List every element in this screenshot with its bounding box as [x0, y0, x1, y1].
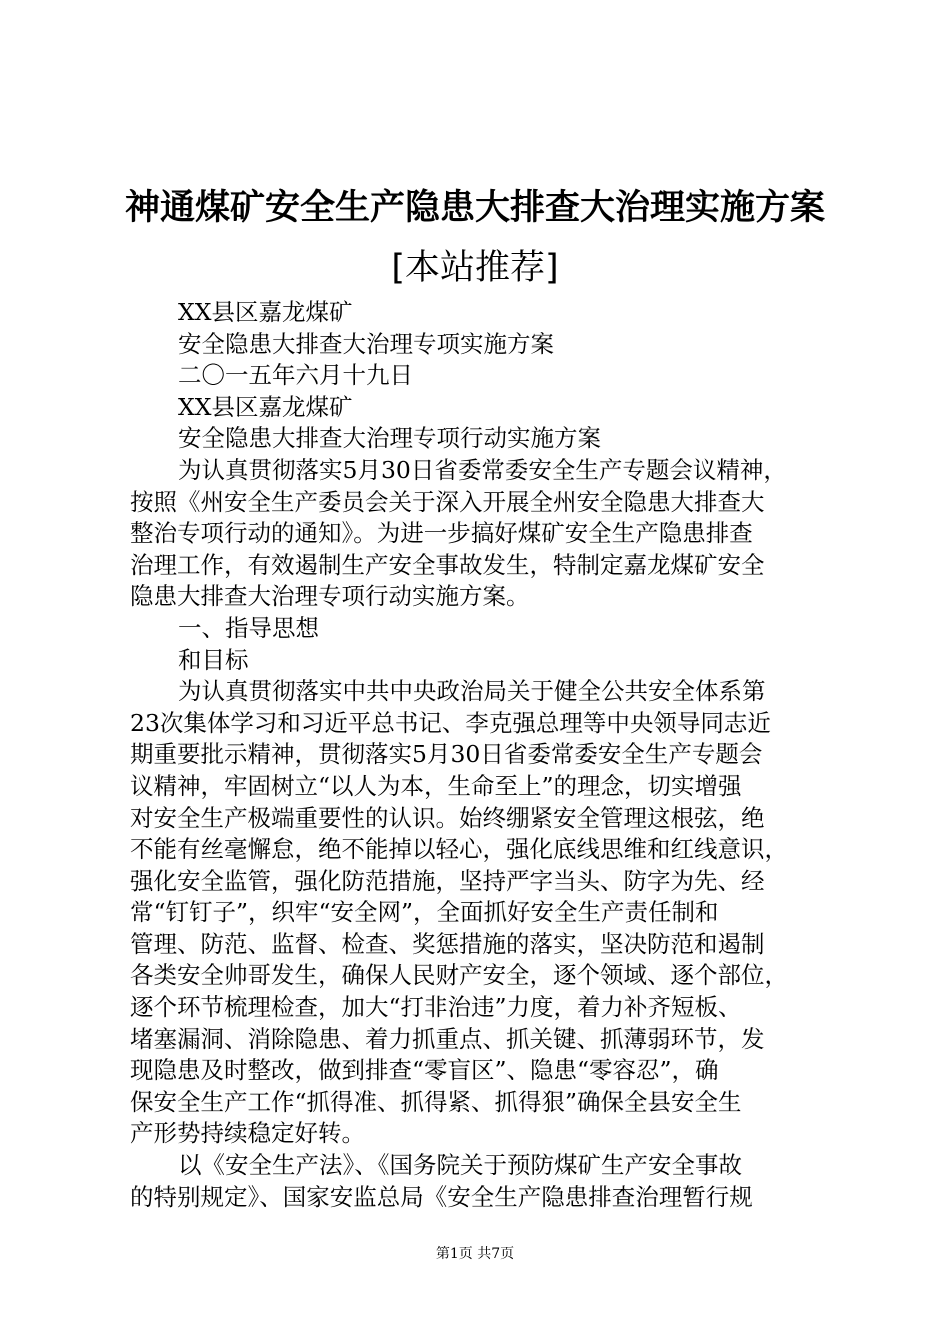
body-line: 议精神，牢固树立“以人为本，生命至上”的理念，切实增强 [130, 771, 742, 800]
body-line: 保安全生产工作“抓得准、抓得紧、抓得狠”确保全县安全生 [130, 1087, 742, 1116]
body-line: 整治专项行动的通知》。为进一步搞好煤矿安全生产隐患排查 [130, 519, 753, 548]
body-line: 逐个环节梳理检查，加大“打非治违”力度，着力补齐短板、 [130, 993, 742, 1022]
body-line: 23次集体学习和习近平总书记、李克强总理等中央领导同志近 [130, 708, 771, 737]
body-line: 堵塞漏洞、消除隐患、着力抓重点、抓关键、抓薄弱环节，发 [130, 1024, 765, 1053]
body-line: 安全隐患大排查大治理专项实施方案 [178, 329, 554, 358]
body-line: 以《安全生产法》、《国务院关于预防煤矿生产安全事故 [178, 1151, 742, 1180]
body-line: 期重要批示精神，贯彻落实5月30日省委常委安全生产专题会 [130, 740, 763, 769]
body-line: 管理、防范、监督、检查、奖惩措施的落实，坚决防范和遏制 [130, 929, 765, 958]
body-line: 一、指导思想 [178, 613, 319, 642]
document-title: 神通煤矿安全生产隐患大排查大治理实施方案 [124, 188, 825, 228]
body-line: XX县区嘉龙煤矿 [178, 298, 353, 326]
body-line: XX县区嘉龙煤矿 [178, 392, 353, 421]
body-line: 现隐患及时整改，做到排查“零盲区”、隐患“零容忍”，确 [130, 1056, 719, 1085]
body-line: 二〇一五年六月十九日 [178, 361, 413, 390]
body-line: 的特别规定》、国家安监总局《安全生产隐患排查治理暂行规 [130, 1182, 753, 1211]
document-title-suffix: [本站推荐] [391, 248, 559, 288]
page-footer: 第1页 共7页 [435, 1246, 515, 1262]
body-line: 各类安全帅哥发生，确保人民财产安全，逐个领域、逐个部位， [130, 961, 788, 990]
body-line: 强化安全监管，强化防范措施，坚持严字当头、防字为先、经 [130, 866, 765, 895]
body-line: 治理工作，有效遏制生产安全事故发生，特制定嘉龙煤矿安全 [130, 550, 765, 579]
document-body [130, 297, 830, 1213]
body-line: 常“钉钉子”，织牢“安全网”，全面抓好安全生产责任制和 [130, 898, 719, 927]
body-line: 安全隐患大排查大治理专项行动实施方案 [178, 424, 601, 453]
body-line: 和目标 [178, 645, 249, 674]
body-line: 产形势持续稳定好转。 [130, 1119, 365, 1148]
body-line: 隐患大排查大治理专项行动实施方案。 [130, 582, 530, 611]
body-line: 为认真贯彻落实中共中央政治局关于健全公共安全体系第 [178, 677, 766, 706]
body-line: 对安全生产极端重要性的认识。始终绷紧安全管理这根弦，绝 [130, 803, 765, 832]
body-line: 不能有丝毫懈怠，绝不能掉以轻心，强化底线思维和红线意识， [130, 835, 788, 864]
body-line: 按照《州安全生产委员会关于深入开展全州安全隐患大排查大 [130, 487, 765, 516]
body-line: 为认真贯彻落实5月30日省委常委安全生产专题会议精神， [178, 455, 787, 484]
